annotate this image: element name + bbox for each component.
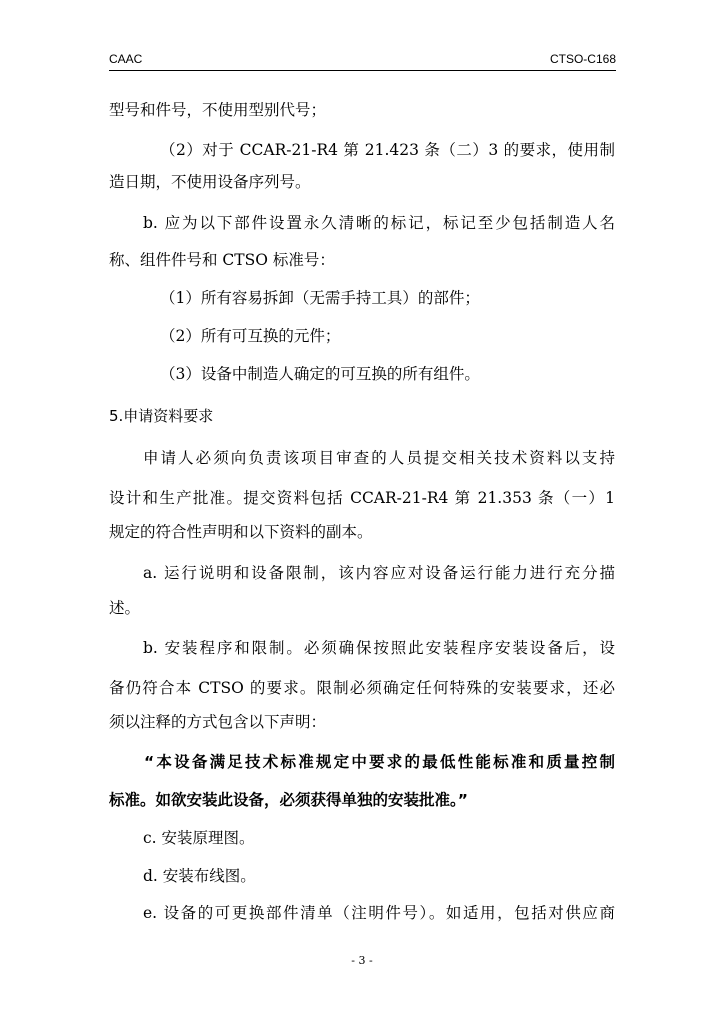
quoted-statement: 标准。如欲安装此设备，必须获得单独的安装批准。” [109, 791, 468, 809]
page-number: - 3 - [351, 954, 373, 967]
text-line: 称、组件件号和 CTSO 标准号： [109, 251, 335, 269]
text-line: 造日期，不使用设备序列号。 [109, 173, 311, 191]
text-line: 型号和件号，不使用型别代号； [109, 101, 327, 119]
list-item: e. 设备的可更换部件清单（注明件号）。如适用，包括对供应商 [143, 904, 615, 922]
text-line: 设计和生产批准。提交资料包括 CCAR-21-R4 第 21.353 条（一）1 [109, 489, 615, 507]
header-org: CAAC [109, 52, 143, 66]
text-line: （2）对于 CCAR-21-R4 第 21.423 条（二）3 的要求，使用制 [160, 141, 615, 159]
section-heading: 5.申请资料要求 [109, 407, 214, 425]
text-line: 须以注释的方式包含以下声明： [109, 713, 327, 731]
text-line: 述。 [109, 599, 141, 617]
text-line: a. 运行说明和设备限制，该内容应对设备运行能力进行充分描 [143, 564, 615, 582]
text-line: 申请人必须向负责该项目审查的人员提交相关技术资料以支持 [143, 449, 615, 467]
quoted-statement: “本设备满足技术标准规定中要求的最低性能标准和质量控制 [144, 753, 615, 771]
list-item: （3）设备中制造人确定的可互换的所有组件。 [160, 365, 480, 383]
text-line: 规定的符合性声明和以下资料的副本。 [109, 523, 373, 541]
list-item: c. 安装原理图。 [143, 829, 255, 847]
text-line: b. 安装程序和限制。必须确保按照此安装程序安装设备后，设 [143, 639, 615, 657]
header-doc-id: CTSO-C168 [549, 52, 616, 66]
page-header [109, 52, 616, 71]
list-item: （1）所有容易拆卸（无需手持工具）的部件； [160, 289, 480, 307]
text-line: 备仍符合本 CTSO 的要求。限制必须确定任何特殊的安装要求，还必 [109, 679, 615, 697]
list-item: （2）所有可互换的元件； [160, 327, 341, 345]
text-line: b. 应为以下部件设置永久清晰的标记，标记至少包括制造人名 [143, 214, 615, 232]
list-item: d. 安装布线图。 [143, 867, 256, 885]
